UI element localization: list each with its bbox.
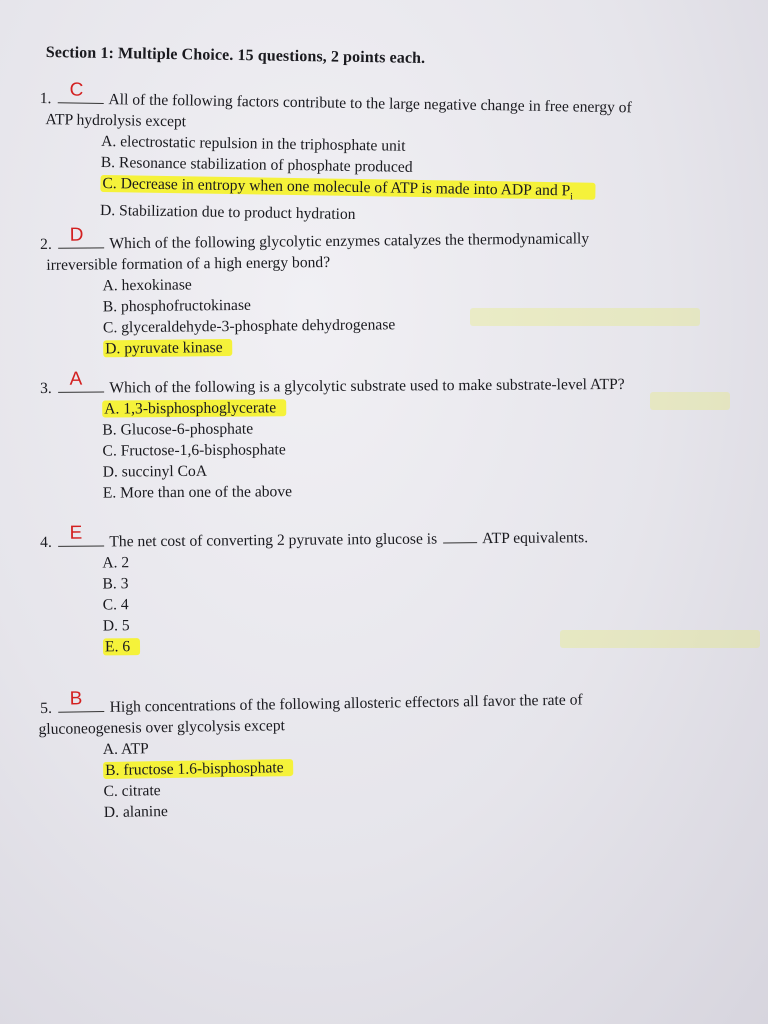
option-b: B. phosphofructokinase bbox=[102, 296, 251, 316]
option-list bbox=[102, 269, 751, 360]
stem-line-1: Which of the following is a glycolytic substrate used to make substrate-level ATP? bbox=[109, 375, 625, 397]
option-list bbox=[102, 394, 751, 504]
highlighted-answer: B. fructose 1.6-bisphosphate bbox=[103, 759, 294, 779]
option-e bbox=[103, 631, 751, 658]
handwritten-answer: E bbox=[69, 522, 83, 544]
answer-blank bbox=[57, 79, 103, 104]
option-list bbox=[100, 131, 749, 231]
option-d: D. Stabilization due to product hydration bbox=[99, 202, 356, 224]
highlighted-answer: D. pyruvate kinase bbox=[103, 339, 233, 357]
option-d: D. alanine bbox=[103, 803, 169, 822]
question-number: 3. bbox=[40, 379, 52, 397]
stem-line-1: High concentrations of the following allosteric effectors all favor the rate of bbox=[109, 691, 583, 716]
stem-line-1: All of the following factors contribute to the large negative change in free energy of bbox=[108, 91, 632, 117]
question-1 bbox=[38, 79, 750, 231]
answer-blank bbox=[58, 368, 104, 393]
question-number: 5. bbox=[40, 699, 53, 717]
stem-line-2: ATP hydrolysis except bbox=[45, 111, 187, 131]
option-d: D. succinyl CoA bbox=[102, 462, 208, 481]
answer-blank bbox=[58, 688, 104, 713]
option-c: C. Fructose-1,6-bisphosphate bbox=[102, 441, 286, 460]
stem-line-1: The net cost of converting 2 pyruvate into glucose is bbox=[109, 530, 438, 551]
option-a: A. 2 bbox=[102, 554, 130, 572]
question-number: 1. bbox=[39, 89, 52, 108]
stem-line-2: ATP equivalents. bbox=[482, 529, 589, 548]
cost-blank bbox=[443, 526, 477, 543]
question-4 bbox=[40, 524, 751, 658]
option-c: C. 4 bbox=[102, 596, 129, 614]
subscript-i: i bbox=[570, 191, 574, 203]
option-d: D. 5 bbox=[102, 617, 130, 635]
question-number: 4. bbox=[40, 533, 52, 551]
option-e: E. More than one of the above bbox=[102, 483, 293, 502]
handwritten-answer: B bbox=[69, 688, 83, 710]
stem-line-1: Which of the following glycolytic enzymes catalyzes the thermodynamically bbox=[109, 230, 590, 253]
highlighted-answer: A. 1,3-bisphosphoglycerate bbox=[102, 399, 286, 417]
handwritten-answer: D bbox=[69, 224, 84, 246]
question-5 bbox=[40, 685, 752, 824]
option-a: A. ATP bbox=[102, 740, 149, 759]
section-title: Section 1: Multiple Choice. 15 questions, 2 points each. bbox=[45, 44, 426, 67]
option-list bbox=[102, 547, 751, 658]
option-list bbox=[103, 729, 752, 823]
option-b: B. 3 bbox=[102, 575, 129, 593]
highlighted-answer: C. Decrease in entropy when one molecule of ATP is made into ADP and $P_i$ bbox=[100, 175, 595, 200]
handwritten-answer: A bbox=[69, 368, 83, 390]
stem-line-2: irreversible formation of a high energy bond? bbox=[46, 253, 331, 274]
option-a: A. hexokinase bbox=[102, 276, 192, 295]
answer-blank bbox=[58, 522, 104, 546]
handwritten-answer: C bbox=[69, 79, 84, 101]
stem-line-2: gluconeogenesis over glycolysis except bbox=[38, 717, 286, 739]
question-3 bbox=[40, 368, 751, 504]
highlighted-answer: E. 6 bbox=[103, 638, 140, 655]
option-b: B. Glucose-6-phosphate bbox=[102, 420, 254, 439]
answer-blank bbox=[58, 224, 104, 248]
question-number: 2. bbox=[40, 235, 52, 253]
question-2 bbox=[40, 225, 751, 360]
option-b: B. Resonance stabilization of phosphate produced bbox=[100, 153, 413, 176]
option-c: C. glyceraldehyde-3-phosphate dehydrogenase bbox=[102, 316, 396, 337]
option-a: A. electrostatic repulsion in the triphosphate unit bbox=[101, 132, 406, 155]
option-c: C. citrate bbox=[103, 782, 161, 801]
